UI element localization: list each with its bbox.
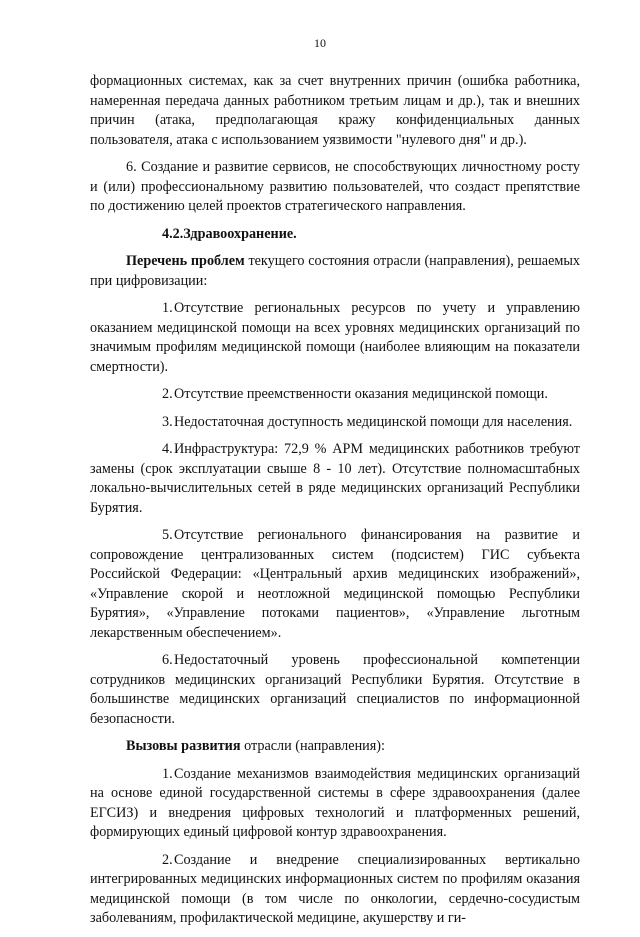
challenges-intro-bold: Вызовы развития	[126, 738, 241, 754]
list-item-text: Отсутствие регионального финансирования на развитие и сопровождение централизованных систем (подсистем) ГИС субъекта Российской Федерации: «Центральный архив медицинских изображений», «Управление скорой и неотложной медицинской помощью Республики Бурятия», «Управление потоками пациентов», «Управление льготным лекарственным обеспечением».	[90, 527, 580, 641]
list-item-number: 5.	[162, 527, 173, 543]
list-item	[90, 440, 580, 518]
problems-list	[90, 299, 580, 729]
document-body	[90, 72, 580, 937]
list-item-number: 4.	[162, 441, 173, 457]
list-item-number: 1.	[162, 300, 173, 316]
list-item	[90, 299, 580, 377]
challenges-intro-text: отрасли (направления):	[240, 738, 385, 754]
section-title: Здравоохранение.	[183, 225, 297, 242]
list-item	[90, 385, 580, 405]
problems-intro-bold: Перечень проблем	[126, 253, 245, 269]
problems-intro	[90, 252, 580, 291]
challenges-intro	[90, 737, 580, 757]
paragraph-continuation: формационных системах, как за счет внутренних причин (ошибка работника, намеренная передача данных работником третьим лицам и др.), так и внешних причин (атака, предполагающая кражу конфиденциальных данных пользователя, атака с использованием уязвимости "нулевого дня" и др.).	[90, 73, 580, 148]
list-item-text: Инфраструктура: 72,9 % АРМ медицинских работников требуют замены (срок эксплуатации свыше 8 - 10 лет). Отсутствие полномасштабных локально-вычислительных сетей в ряде медицинских организаций Республики Бурятия.	[90, 441, 580, 516]
list-item-text: Недостаточная доступность медицинской помощи для населения.	[174, 413, 573, 430]
list-item	[90, 765, 580, 843]
section-number: 4.2.	[162, 225, 184, 242]
list-item	[90, 651, 580, 729]
list-item-text: Создание механизмов взаимодействия медицинских организаций на основе единой государственной системы в сфере здравоохранения (далее ЕГСИЗ) и внедрения цифровых технологий и платформенных решений, формирующих единый цифровой контур здравоохранения.	[90, 765, 580, 840]
list-item	[90, 851, 580, 929]
list-item	[90, 413, 580, 433]
paragraph-item-6: 6. Создание и развитие сервисов, не способствующих личностному росту и (или) профессиональному развитию пользователей, что создаст препятствие по достижению целей проектов стратегического направления.	[90, 159, 580, 214]
list-item-text: Отсутствие региональных ресурсов по учету и управлению оказанием медицинской помощи на всех уровнях медицинских организаций по значимым профилям медицинской помощи (наиболее влияющим на показатели смертности).	[90, 300, 580, 375]
list-item-text: Отсутствие преемственности оказания медицинской помощи.	[174, 386, 548, 402]
list-item-number: 6.	[162, 652, 173, 668]
list-item-number: 1.	[162, 765, 173, 782]
section-heading	[90, 225, 580, 245]
list-item-text: Создание и внедрение специализированных вертикально интегрированных медицинских информационных систем по профилям оказания медицинской помощи (в том числе по онкологии, сердечно-сосудистым заболеваниям, профилактической медицине, акушерству и ги-	[90, 851, 580, 926]
page-number: 10	[314, 36, 326, 50]
list-item-number: 3.	[162, 413, 173, 430]
list-item-number: 2.	[162, 386, 173, 402]
list-item	[90, 526, 580, 643]
problems-intro-text: текущего состояния отрасли (направления), решаемых при цифровизации:	[90, 253, 580, 289]
list-item-number: 2.	[162, 851, 173, 868]
list-item-text: Недостаточный уровень профессиональной компетенции сотрудников медицинских организаций Республики Бурятия. Отсутствие в большинстве медицинских организаций специалистов по информационной безопасности.	[90, 652, 580, 727]
challenges-list	[90, 765, 580, 929]
